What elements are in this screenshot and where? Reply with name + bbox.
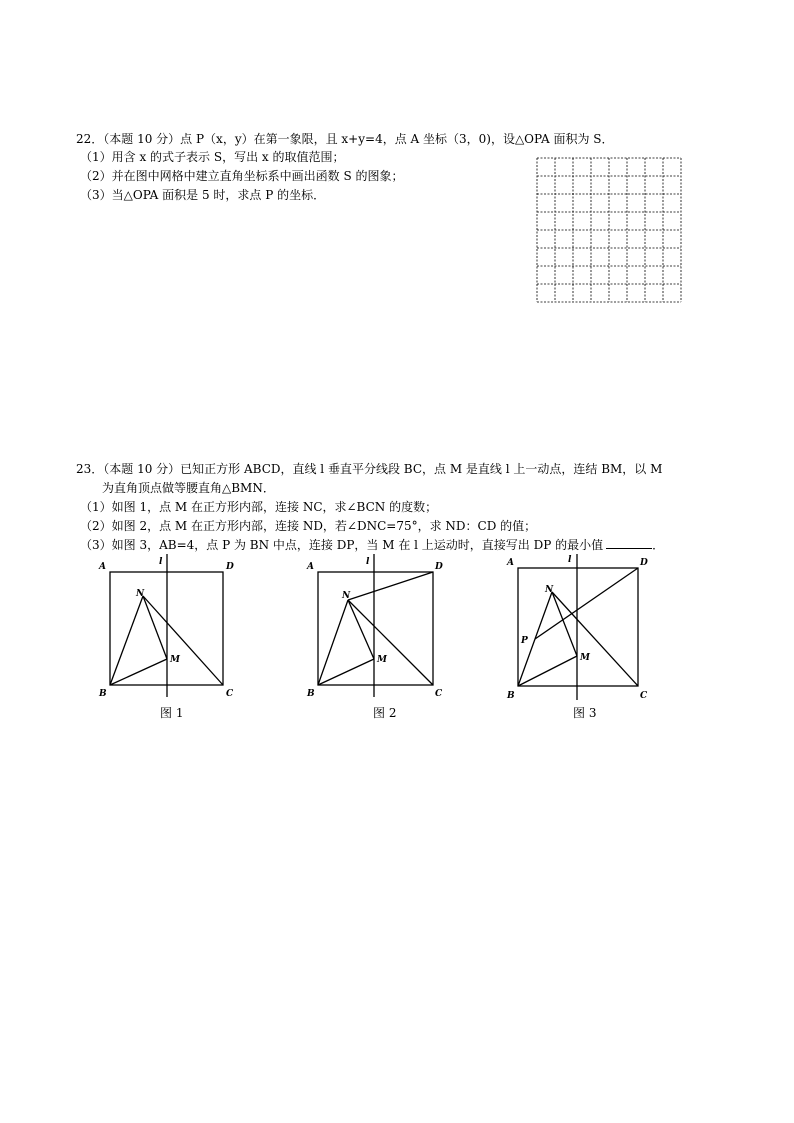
label-m: M	[170, 655, 180, 665]
label-c: C	[435, 689, 443, 699]
label-p: P	[521, 636, 528, 646]
segment-nm	[348, 600, 374, 659]
q23-line-4: （2）如图 2，点 M 在正方形内部，连接 ND，若∠DNC=75°，求 ND：CD 的值；	[80, 519, 537, 533]
label-a: A	[99, 562, 106, 572]
q23-line-5-text: （3）如图 3，AB=4，点 P 为 BN 中点，连接 DP，当 M 在 l 上运动时，直接写出 DP 的最小值	[80, 538, 604, 552]
label-m: M	[377, 655, 387, 665]
label-a: A	[307, 562, 314, 572]
segment-nc	[348, 600, 433, 685]
segment-bn	[318, 600, 348, 685]
segment-nc	[552, 592, 638, 686]
label-b: B	[307, 689, 315, 699]
segment-nm	[143, 596, 167, 659]
square-abcd	[518, 568, 638, 686]
answer-blank[interactable]	[606, 536, 652, 549]
label-d: D	[226, 562, 234, 572]
label-b: B	[99, 689, 107, 699]
q22-line-2: （1）用含 x 的式子表示 S，写出 x 的取值范围；	[80, 150, 345, 164]
label-d: D	[640, 558, 648, 568]
figure-1-caption: 图 1	[160, 706, 184, 720]
label-d: D	[435, 562, 443, 572]
label-c: C	[640, 691, 648, 701]
label-l: l	[159, 557, 163, 567]
label-c: C	[226, 689, 234, 699]
coordinate-grid	[536, 157, 682, 303]
label-l: l	[366, 557, 370, 567]
q22-line-3: （2）并在图中网格中建立直角坐标系中画出函数 S 的图象；	[80, 169, 404, 183]
q23-line-5-end: ．	[652, 538, 665, 552]
segment-nd	[348, 572, 433, 600]
q23-line-2: 为直角顶点做等腰直角△BMN．	[102, 481, 275, 495]
figure-2	[304, 552, 449, 702]
label-a: A	[507, 558, 514, 568]
segment-dp	[535, 568, 638, 639]
q22-line-4: （3）当△OPA 面积是 5 时，求点 P 的坐标．	[80, 188, 326, 202]
figure-3	[504, 552, 649, 704]
q22-line-1: 22．（本题 10 分）点 P（x，y）在第一象限，且 x+y=4，点 A 坐标（3，0)，设△OPA 面积为 S．	[76, 132, 614, 146]
label-n: N	[136, 589, 145, 599]
q23-line-5	[80, 536, 664, 553]
figure-3-caption: 图 3	[573, 706, 597, 720]
q23-line-3: （1）如图 1，点 M 在正方形内部，连接 NC，求∠BCN 的度数；	[80, 500, 438, 514]
figure-2-caption: 图 2	[373, 706, 397, 720]
label-n: N	[545, 585, 554, 595]
label-b: B	[507, 691, 515, 701]
segment-nc	[143, 596, 223, 685]
label-n: N	[342, 591, 351, 601]
label-l: l	[568, 555, 572, 565]
q23-line-1: 23．（本题 10 分）已知正方形 ABCD，直线 l 垂直平分线段 BC，点 M 是直线 l 上一动点，连结 BM，以 M	[76, 462, 663, 476]
label-m: M	[580, 653, 590, 663]
figure-1	[96, 552, 236, 702]
